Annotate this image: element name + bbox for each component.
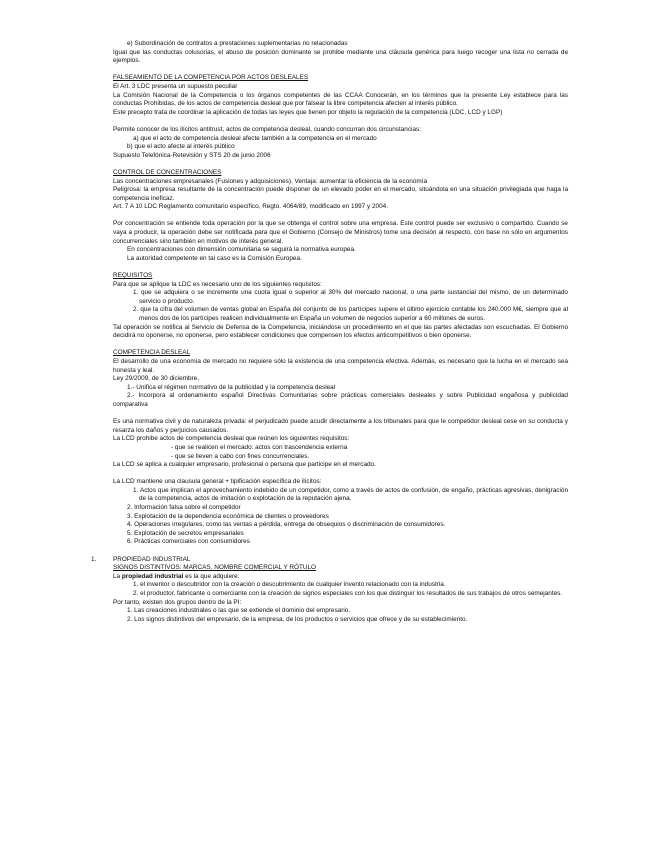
concentraciones-p6: La autoridad competente en tal caso es la Comisión Europea. (127, 254, 302, 262)
falseamiento-p2: La Comisión Nacional de la Competencia o los órganos competentes de las CCAA Conocerán, en los términos que la presente Ley establece para las conductas Prohibidas, de los actos de competencia desleal que por falsear la libre competencia afecten al interés público. (113, 91, 568, 108)
requisitos-p2: Tal operación se notifica al Servicio de Defensa de la Competencia, iniciándose un procedimiento en el que las partes afectadas son escuchadas. El Gobierno decidirá no oponerse, no oponerse, pero establecer condiciones que compensen los efectos anticompetitivos o bien oponerse. (113, 323, 568, 340)
propiedad-g2: 2. Los signos distintivos del empresario, de la empresa, de los productos o servicios que ofrece y de su establecimiento. (127, 615, 468, 623)
propiedad-a1: 1. el inventor o descubridor con la creación o descubrimiento de cualquier invento relacionado con la industria. (133, 581, 446, 589)
falseamiento-p1: El Art. 3 LDC presenta un supuesto peculiar (113, 82, 238, 90)
propiedad-a2: 2. el productor, fabricante o comerciante con la creación de signos especiales con los que distinguir los resultados de sus trabajos de otros semejantes. (133, 590, 563, 597)
desleal-t4: 4. Operaciones irregulares, como las ventas a pérdida, entrega de obsequios o discriminación de consumidores. (127, 521, 446, 529)
desleal-t1: 1. Actos que implican el aprovechamiento indebido de un competidor, como a través de actos de confusión, de engaño, prácticas agresivas, denigración de la competencia, actos de imitación o explotación de la reputación ajena. (133, 486, 568, 503)
requisitos-r2: 2. que la cifra del volumen de ventas global en España del conjunto de los partícipes supere el último ejercicio contable los 240.000 M€, siempre que al menos dos de los partícipes realicen individualmente en España un volumen de negocios superior a 60 millones de euros. (133, 306, 568, 322)
desleal-d1: - que se realicen el mercado: actos con trascendencia externa (171, 443, 348, 451)
desleal-d2: - que se lleven a cabo con fines concurrenciales. (171, 452, 310, 460)
desleal-p1: El desarrollo de una economía de mercado no requiere sólo la existencia de una competencia efectiva. Además, es necesario que la lucha en el mercado sea honesta y leal. (113, 357, 568, 374)
desleal-p5: La LCD se aplica a cualquier empresario, profesional o persona que participe en el mercado. (113, 461, 376, 469)
desleal-t6: 6. Prácticas comerciales con consumidores (127, 538, 250, 546)
document-page (91, 40, 568, 624)
section-title: PROPIEDAD INDUSTRIAL (113, 555, 191, 563)
heading-requisitos: REQUISITOS (113, 272, 153, 280)
desleal-t2: 2. Información falsa sobre el competidor (127, 504, 241, 512)
desleal-p4: La LCD prohibe actos de competencia desleal que reúnen los siguientes requisitos: (113, 435, 350, 443)
heading-concentraciones: CONTROL DE CONCENTRACIONES (113, 168, 222, 176)
falseamiento-item-a: a) que el acto de competencia desleal afecte también a la competencia en el mercado (133, 134, 377, 142)
section-number: 1. (91, 555, 97, 563)
desleal-t5: 5. Explotación de secretos empresariales (127, 529, 244, 537)
falseamiento-p3: Este precepto trata de coordinar la aplicación de todas las leyes que tienen por objeto la regulación de la competencia (LDC, LCD y LGP) (113, 108, 503, 116)
propiedad-g1: 1. Las creaciones industriales o las que se extiende el dominio del empresario. (127, 607, 351, 615)
propiedad-lead (113, 573, 568, 582)
section-propiedad-industrial (91, 555, 568, 565)
intro-clause: Igual que las conductas colusorias, el abuso de posición dominante se prohibe mediante una cláusula genérica para luego recoger una lista no cerrada de ejemplos. (113, 48, 568, 65)
desleal-p3: Es una normativa civil y de naturaleza privada: el perjudicado puede acudir directamente a los tribunales para que le competidor desleal cese en su conducta y resarza los daños y perjuicios causados. (113, 418, 568, 434)
concentraciones-p5: En concentraciones con dimensión comunitaria se seguirá la normativa europea. (127, 246, 356, 254)
desleal-p2: Ley 29/2009, de 30 diciembre, (113, 375, 199, 383)
concentraciones-p1: Las concentraciones empresariales (Fusiones y adquisiciones). Ventaja: aumentar la eficiencia de la economía (113, 177, 428, 185)
heading-competencia-desleal: COMPETENCIA DESLEAL (113, 349, 191, 357)
falseamiento-item-b: b) que el acto afecte al interés público (127, 143, 235, 151)
desleal-t3: 3. Explotación de la dependencia económica de clientes o proveedores (127, 512, 329, 520)
falseamiento-p4: Permite conocer de los ilícitos antitrust, actos de competencia desleal, cuando concurran dos circunstancias: (113, 125, 421, 133)
propiedad-lead-pre: La (113, 572, 122, 580)
requisitos-p1: Para que se aplique la LDC es necesario uno de los siguientes requisitos: (113, 280, 322, 288)
desleal-p6: La LCD mantiene una clausula general + tipificación específica de ilícitos: (113, 478, 322, 486)
intro-item-e: e) Subordinación de contratos a prestaciones suplementarias no relacionadas (127, 40, 348, 47)
desleal-l1: 1.- Unifica el régimen normativo de la publicidad y la competencia desleal (127, 383, 336, 391)
falseamiento-p5: Supuesto Telefónica-Retevisión y STS 20 de junio 2006 (113, 151, 271, 159)
desleal-l2: 2.- Incorpora al ordenamiento español Directivas Comunitarias sobre prácticas comerciales desleales y sobre Publicidad engañosa y publicidad comparativa (113, 392, 568, 408)
requisitos-r1: 1. que se adquiera o se incremente una cuota igual o superior al 30% del mercado nacional, o una parte sustancial del mismo, de un determinado servicio o producto. (133, 289, 568, 305)
heading-signos-distintivos: SIGNOS DISTINTIVOS: MARCAS, NOMBRE COMERCIAL Y RÓTULO (113, 564, 316, 572)
propiedad-p2: Por tanto, existen dos grupos dentro de la PI: (113, 598, 242, 606)
propiedad-lead-bold: propiedad industrial (121, 572, 184, 580)
concentraciones-p3: Art. 7 A 10 LDC Reglamento comunitario específico, Regto. 4064/89, modificado en 1997 y 2004. (113, 203, 388, 211)
concentraciones-p2: Peligrosa: la empresa resultante de la concentración puede disponer de un elevado poder en el mercado, situándola en una situación privilegiada que haga la competencia ineficaz. (113, 186, 568, 202)
concentraciones-p4: Por concentración se entiende toda operación por la que se obtenga el control sobre una empresa. Este control puede ser exclusivo o compartido. Cuando se vaya a producir, la operación debe ser notificada para que el Gobierno (Consejo de Ministros) tome una decisión al respecto, con base no sólo en argumentos concurrenciales sino también en motivos de interés general. (113, 220, 568, 245)
heading-falseamiento: FALSEAMIENTO DE LA COMPETENCIA POR ACTOS DESLEALES (113, 74, 309, 82)
propiedad-lead-post: es la que adquiere: (183, 572, 240, 580)
